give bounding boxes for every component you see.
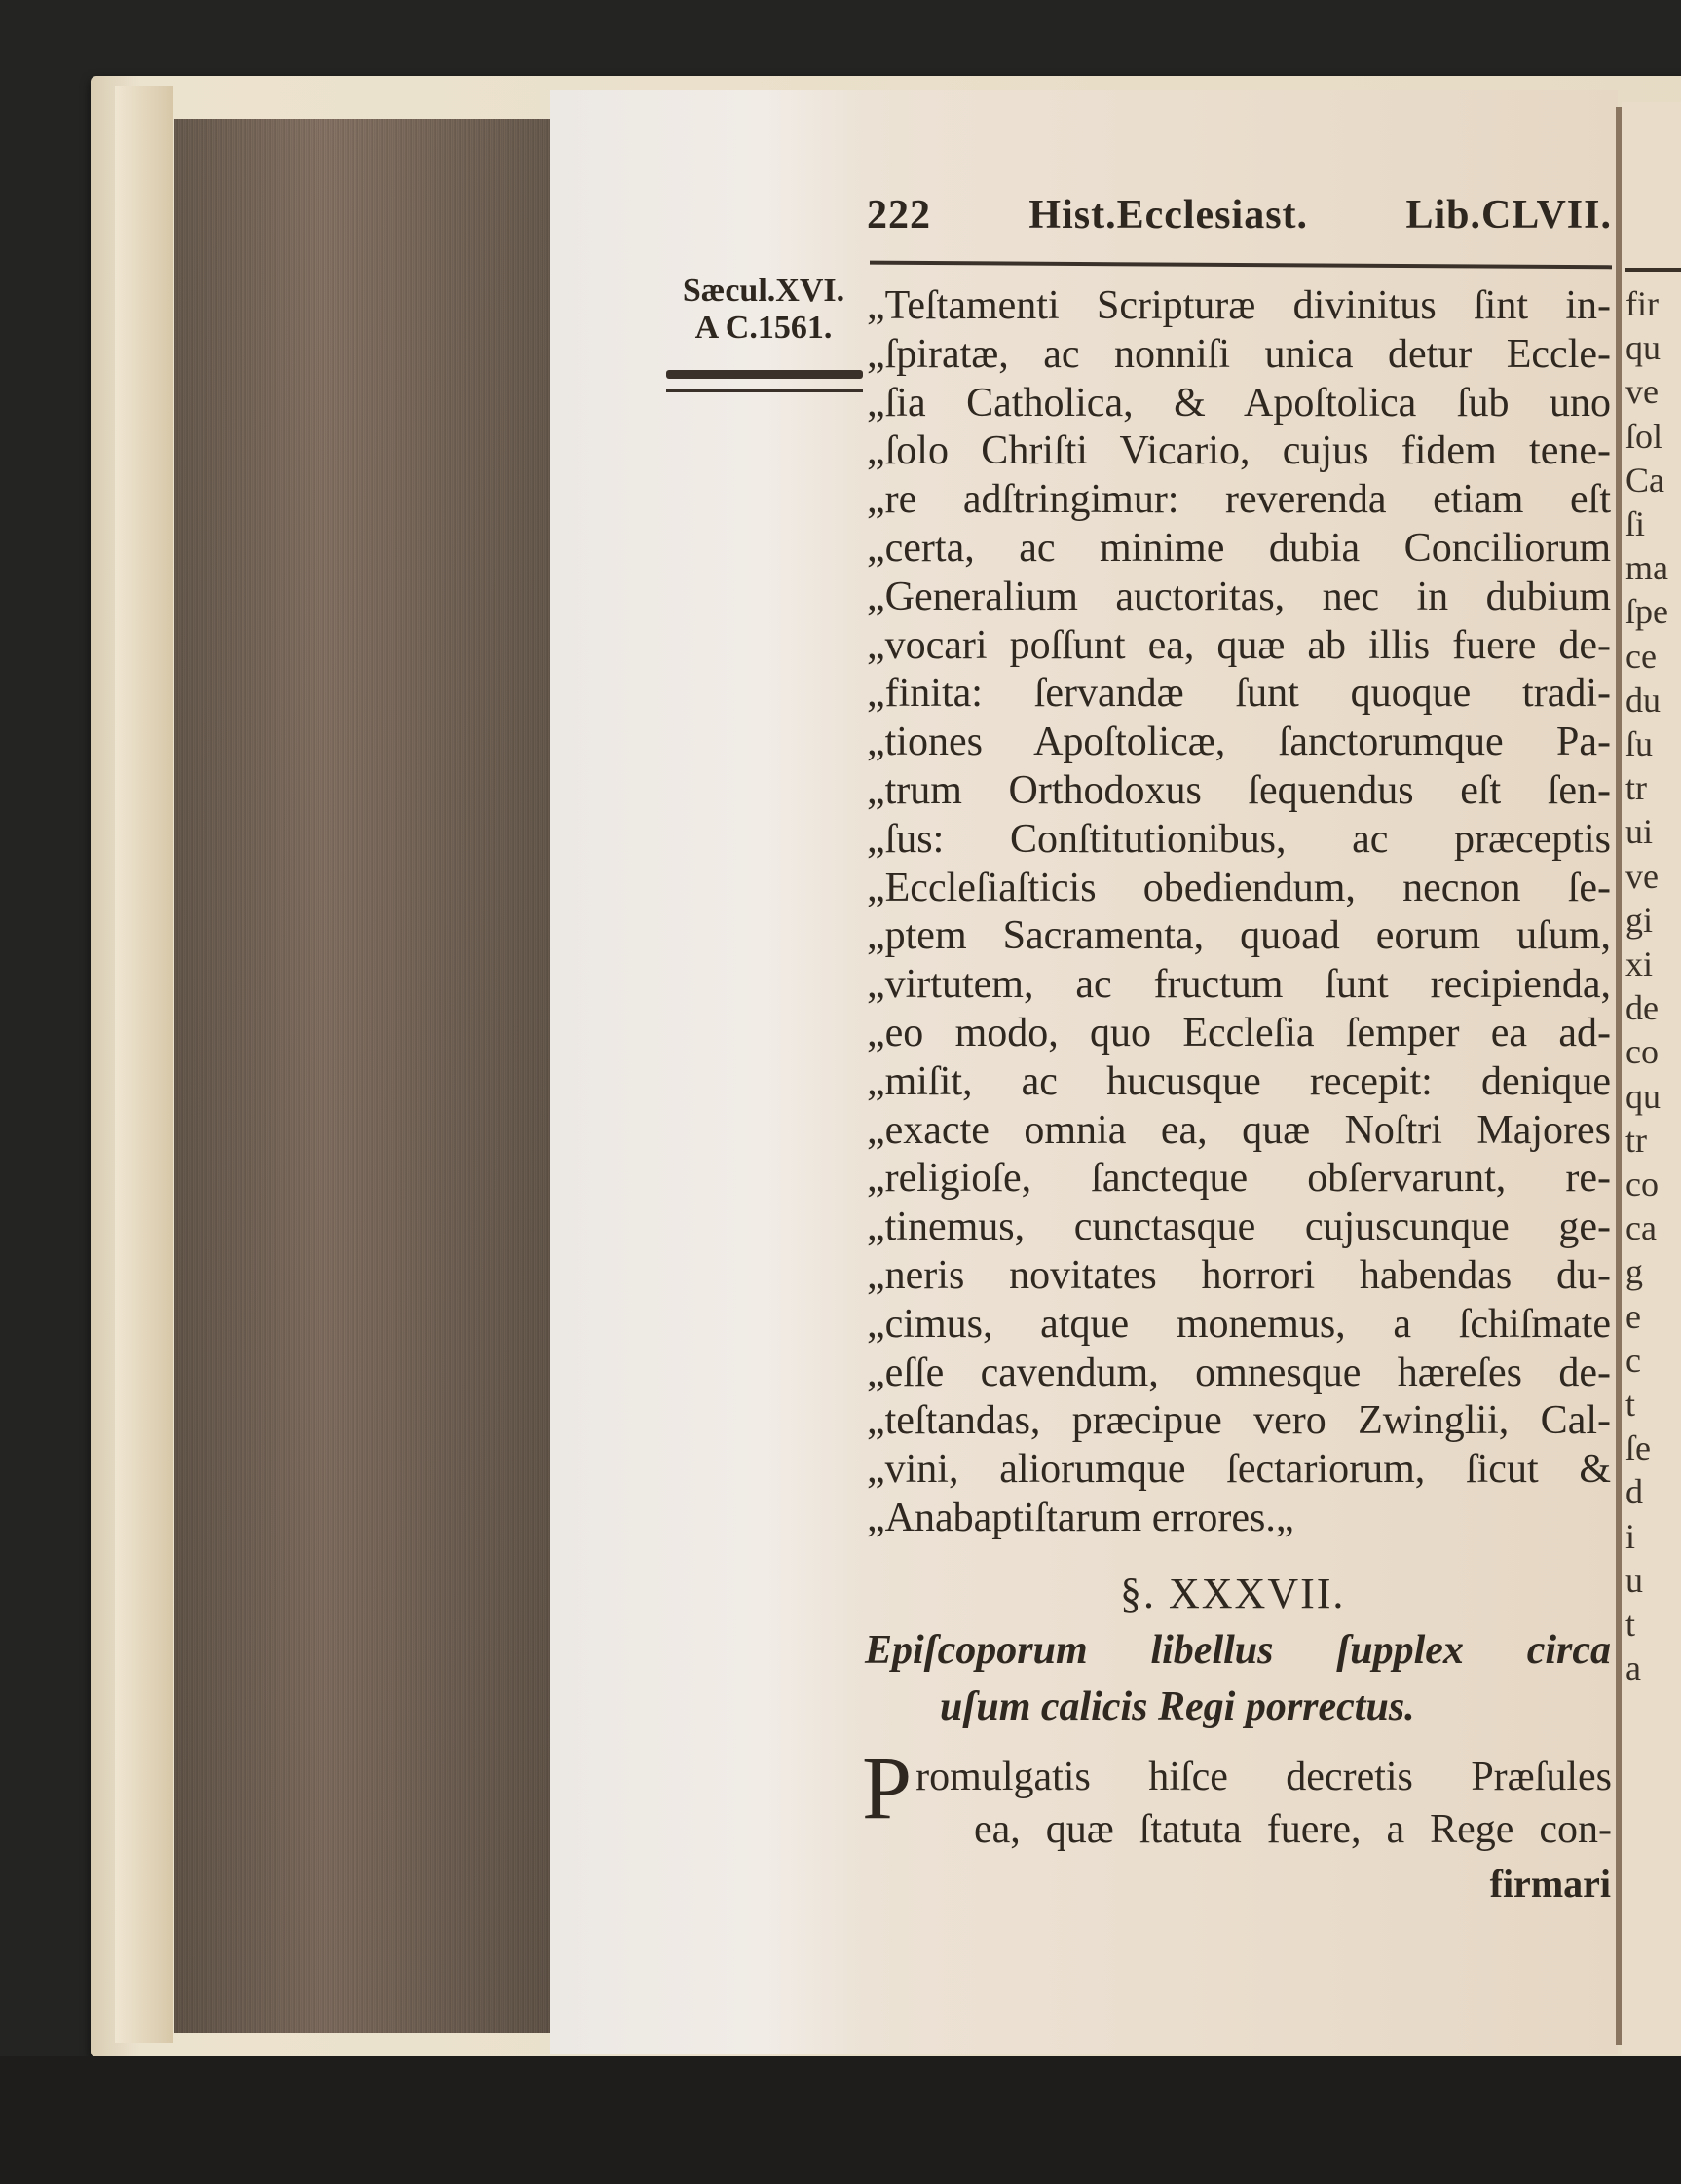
right-page-fragment: ma xyxy=(1625,548,1668,588)
right-page-fragment: ſol xyxy=(1625,416,1663,456)
right-page-fragment: qu xyxy=(1625,1076,1661,1116)
paragraph-line-2: ea, quæ ſtatuta fuere, a Rege con- xyxy=(974,1807,1612,1852)
margin-century: Sæcul.XVI. xyxy=(682,273,845,309)
text-line: „certa, ac minime dubia Conciliorum xyxy=(867,525,1611,571)
right-page-fragment: ſi xyxy=(1625,504,1646,543)
right-page-fragment: ve xyxy=(1625,372,1659,412)
text-line: „eſſe cavendum, omnesque hæreſes de- xyxy=(867,1350,1611,1395)
text-line: „ſolo Chriſti Vicario, cujus fidem tene- xyxy=(867,428,1611,474)
right-page-fragment: a xyxy=(1625,1648,1641,1688)
text-line: „miſit, ac hucusque recepit: denique xyxy=(867,1058,1611,1104)
book-number: Lib.CLVII. xyxy=(1405,193,1612,238)
text-line: „re adſtringimur: reverenda etiam eſt xyxy=(867,477,1611,523)
catchword: firmari xyxy=(1489,1862,1611,1906)
right-page-fragment: de xyxy=(1625,988,1659,1028)
right-page-fragment: ſpe xyxy=(1625,592,1668,632)
text-line: „exacte omnia ea, quæ Noſtri Majores xyxy=(867,1107,1611,1153)
right-page-fragment: g xyxy=(1625,1252,1643,1292)
right-page-fragment: u xyxy=(1625,1560,1643,1600)
right-page-fragment: e xyxy=(1625,1296,1641,1336)
text-line: „ſus: Conſtitutionibus, ac præceptis xyxy=(867,816,1611,862)
section-title-line-1: Epiſcoporum libellus ſupplex circa xyxy=(865,1628,1611,1673)
text-line: „ſia Catholica, & Apoſtolica ſub uno xyxy=(867,380,1611,426)
right-page-fragment: du xyxy=(1625,680,1661,720)
margin-year: A C.1561. xyxy=(694,310,833,346)
right-page-fragment: ve xyxy=(1625,856,1659,896)
text-line: „virtutem, ac fructum ſunt recipienda, xyxy=(867,962,1611,1008)
text-line: „Anabaptiſtarum errores.„ xyxy=(867,1495,1294,1540)
section-title-line-2: uſum calicis Regi porrectus. xyxy=(940,1684,1415,1729)
right-page-fragment: xi xyxy=(1625,944,1654,983)
right-page-fragment: fir xyxy=(1625,284,1659,323)
right-page-fragment: ca xyxy=(1625,1208,1657,1248)
text-line: „finita: ſervandæ ſunt quoque tradi- xyxy=(867,671,1611,717)
drop-cap: P xyxy=(862,1738,913,1837)
page-number: 222 xyxy=(867,193,931,238)
cover-turn-in xyxy=(115,86,173,2043)
right-page-fragment: t xyxy=(1625,1605,1636,1644)
right-page-fragment: gi xyxy=(1625,900,1654,940)
right-page-fragment: co xyxy=(1625,1165,1659,1203)
right-page-fragment: c xyxy=(1625,1340,1641,1380)
text-line: „ſpiratæ, ac nonniſi unica detur Eccle- xyxy=(867,331,1611,377)
right-page-fragment: t xyxy=(1625,1385,1636,1424)
quoted-text-block xyxy=(867,282,1611,1543)
text-line: „Teſtamenti Scripturæ divinitus ſint in- xyxy=(867,283,1611,328)
right-page-fragment: tr xyxy=(1625,1120,1647,1160)
text-line: „vocari poſſunt ea, quæ ab illis fuere de- xyxy=(867,622,1611,668)
margin-rule-thin xyxy=(666,389,863,392)
text-line: „ptem Sacramenta, quoad eorum uſum, xyxy=(867,913,1611,959)
right-page-fragment: d xyxy=(1625,1472,1643,1512)
margin-note xyxy=(666,273,861,347)
text-line: „Generalium auctoritas, nec in dubium xyxy=(867,574,1611,619)
text-line: „cimus, atque monemus, a ſchiſmate xyxy=(867,1301,1611,1347)
right-page-fragment: ce xyxy=(1625,636,1657,676)
right-page-rule xyxy=(1625,268,1681,272)
text-line: „teſtandas, præcipue vero Zwinglii, Cal- xyxy=(867,1398,1611,1444)
text-line: „Eccleſiaſticis obediendum, necnon ſe- xyxy=(867,865,1611,910)
right-page-fragment: co xyxy=(1625,1032,1659,1072)
right-page-fragment: qu xyxy=(1625,328,1661,368)
text-line: „trum Orthodoxus ſequendus eſt ſen- xyxy=(867,767,1611,813)
right-page-fragment: ui xyxy=(1625,812,1654,852)
right-page-fragment: Ca xyxy=(1625,460,1664,500)
text-line: „tiones Apoſtolicæ, ſanctorumque Pa- xyxy=(867,720,1611,765)
text-line: „religioſe, ſancteque obſervarunt, re- xyxy=(867,1156,1611,1202)
running-header xyxy=(867,191,1612,240)
text-line: „eo modo, quo Eccleſia ſemper ea ad- xyxy=(867,1010,1611,1055)
section-number: §. XXXVII. xyxy=(1120,1570,1346,1617)
page-block-shading xyxy=(174,119,550,2033)
right-page-fragment: tr xyxy=(1625,768,1647,808)
margin-rule-thick xyxy=(666,370,863,379)
right-page-fragment: ſu xyxy=(1625,724,1654,763)
right-page-sliver xyxy=(1622,102,1681,2054)
right-page-fragment: ſe xyxy=(1625,1428,1651,1468)
text-line: „tinemus, cunctasque cujuscunque ge- xyxy=(867,1204,1611,1250)
running-title: Hist.Ecclesiast. xyxy=(1028,193,1309,238)
right-page-fragment: i xyxy=(1625,1516,1636,1556)
background-surface xyxy=(0,2056,1681,2184)
text-line: „neris novitates horrori habendas du- xyxy=(867,1252,1611,1298)
paragraph-line-1: romulgatis hiſce decretis Præſules xyxy=(915,1755,1612,1799)
text-line: „vini, aliorumque ſectariorum, ſicut & xyxy=(867,1447,1611,1493)
